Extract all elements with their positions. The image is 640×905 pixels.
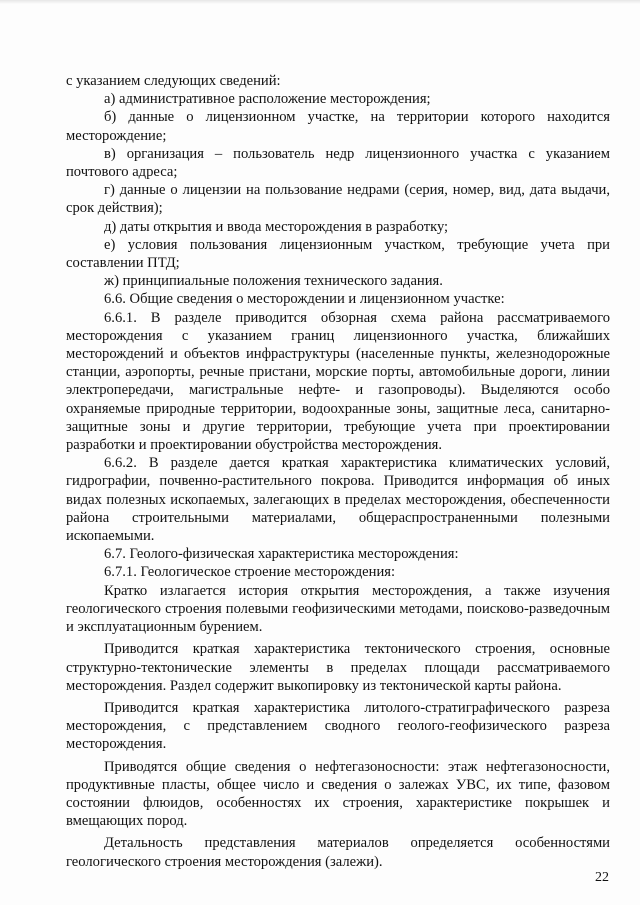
paragraph-tectonic: Приводится краткая характеристика тектонического строения, основные структурно-тектонические элементы в пределах площади рассматриваемого месторождения. Раздел содержит выкопировку из тектонической карты района. bbox=[66, 641, 610, 694]
section-6-6-1: 6.6.1. В разделе приводится обзорная схема района рассматриваемого месторождения с указанием границ лицензионного участка, ближайших месторождений и объектов инфраструктуры (населенные пункты, железнодорожные станции, аэропорты, речные пристани, морские порты, автомобильные дороги, линии электропередачи, магистральные нефте- и газопроводы). Выделяются особо охраняемые природные территории, водоохранные зоны, защитные леса, санитарно-защитные зоны и другие территории, требующие учета при проектировании разработки и проектировании обустройства месторождения. bbox=[66, 309, 610, 454]
list-item-zh: ж) принципиальные положения технического задания. bbox=[104, 273, 443, 290]
document-body bbox=[66, 72, 610, 871]
paragraph-intro: с указанием следующих сведений: bbox=[66, 73, 281, 89]
scan-top-edge bbox=[0, 0, 640, 4]
list-item-g: г) данные о лицензии на пользование недрами (серия, номер, вид, дата выдачи, срок действия); bbox=[66, 182, 610, 217]
list-item-d: д) даты открытия и ввода месторождения в разработку; bbox=[104, 218, 449, 235]
list-item-a: а) административное расположение месторождения; bbox=[104, 91, 431, 108]
paragraph-detail: Детальность представления материалов определяется особенностями геологического строения месторождения (залежи). bbox=[66, 835, 610, 870]
section-heading-6-7-1: 6.7.1. Геологическое строение месторождения: bbox=[104, 564, 396, 581]
page-number: 22 bbox=[595, 870, 609, 885]
paragraph-oil-gas: Приводятся общие сведения о нефтегазоносности: этаж нефтегазоносности, продуктивные пласты, общее число и сведения о залежах УВС, их типе, фазовом состоянии флюидов, особенностях их строения, характеристике покрышек и вмещающих пород. bbox=[66, 758, 610, 830]
section-heading-6-6: 6.6. Общие сведения о месторождении и лицензионном участке: bbox=[104, 291, 505, 308]
list-item-v: в) организация – пользователь недр лицензионного участка с указанием почтового адреса; bbox=[66, 145, 610, 181]
list-item-e: е) условия пользования лицензионным участком, требующие учета при составлении ПТД; bbox=[66, 236, 610, 272]
list-item-b: б) данные о лицензионном участке, на территории которого находится месторождение; bbox=[66, 109, 610, 144]
section-heading-6-7: 6.7. Геолого-физическая характеристика месторождения: bbox=[104, 546, 459, 563]
section-6-6-2: 6.6.2. В разделе дается краткая характеристика климатических условий, гидрографии, почвенно-растительного покрова. Приводится информация об иных видах полезных ископаемых, залегающих в пределах месторождения, обеспеченности района строительными материалами, общераспространенными полезными ископаемыми. bbox=[66, 455, 610, 545]
paragraph-lithology: Приводится краткая характеристика литолого-стратиграфического разреза месторождения, с представлением сводного геолого-геофизического разреза месторождения. bbox=[66, 699, 610, 753]
paragraph-history: Кратко излагается история открытия месторождения, а также изучения геологического строения полевыми геофизическими методами, поисково-разведочным и эксплуатационным бурением. bbox=[66, 582, 610, 636]
